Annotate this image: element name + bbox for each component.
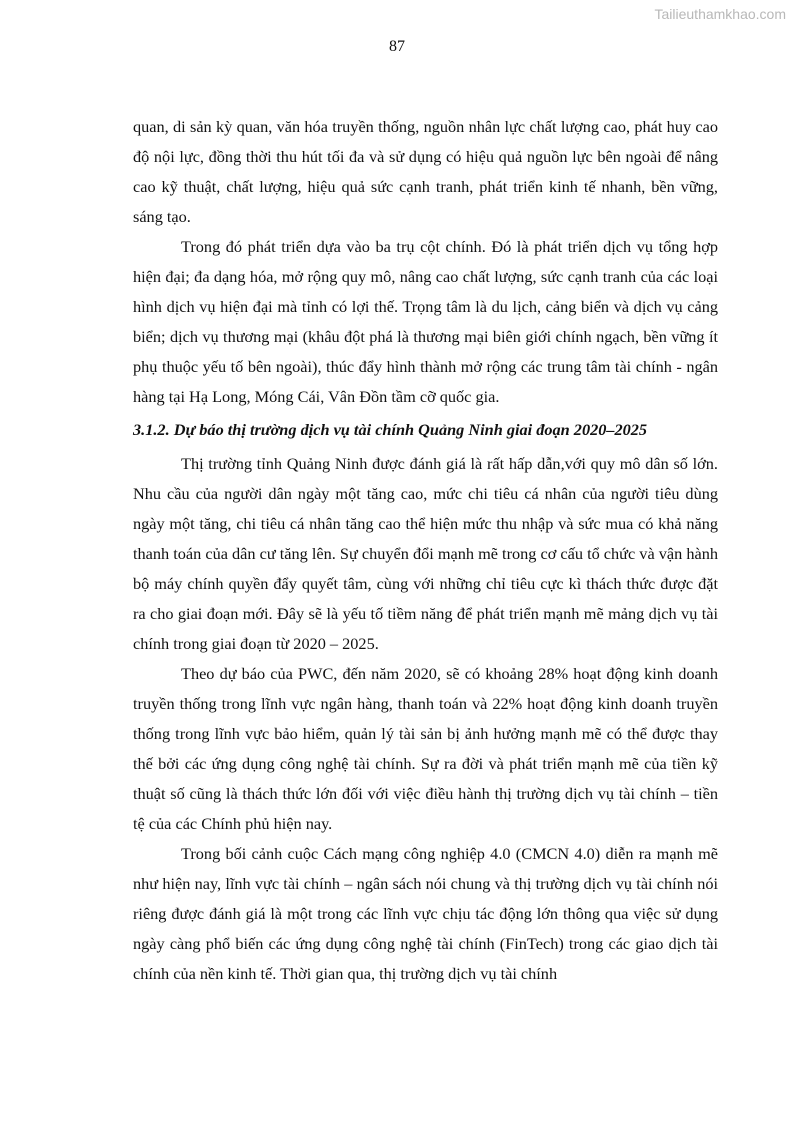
paragraph: Trong đó phát triển dựa vào ba trụ cột chính. Đó là phát triển dịch vụ tổng hợp hiện đại; đa dạng hóa, mở rộng quy mô, nâng cao chất lượng, sức cạnh tranh của các loại hình dịch vụ hiện đại mà tỉnh có lợi thế. Trọng tâm là du lịch, cảng biển và dịch vụ cảng biển; dịch vụ thương mại (khâu đột phá là thương mại biên giới chính ngạch, bền vững ít phụ thuộc yếu tố bên ngoài), thúc đẩy hình thành mở rộng các trung tâm tài chính - ngân hàng tại Hạ Long, Móng Cái, Vân Đồn tầm cỡ quốc gia.: [133, 237, 718, 406]
watermark: Tailieuthamkhao.com: [654, 6, 786, 22]
paragraph: Theo dự báo của PWC, đến năm 2020, sẽ có khoảng 28% hoạt động kinh doanh truyền thống trong lĩnh vực ngân hàng, thanh toán và 22% hoạt động kinh doanh truyền thống trong lĩnh vực bảo hiểm, quản lý tài sản bị ảnh hưởng mạnh mẽ có thể được thay thế bởi các ứng dụng công nghệ tài chính. Sự ra đời và phát triển mạnh mẽ của tiền kỹ thuật số cũng là thách thức lớn đối với việc điều hành thị trường dịch vụ tài chính – tiền tệ của các Chính phủ hiện nay.: [133, 664, 718, 833]
section-heading: 3.1.2. Dự báo thị trường dịch vụ tài chính Quảng Ninh giai đoạn 2020–2025: [133, 420, 648, 439]
document-body: [133, 112, 718, 989]
page-number: 87: [389, 38, 405, 55]
paragraph: Trong bối cảnh cuộc Cách mạng công nghiệp 4.0 (CMCN 4.0) diễn ra mạnh mẽ như hiện nay, lĩnh vực tài chính – ngân sách nói chung và thị trường dịch vụ tài chính nói riêng được đánh giá là một trong các lĩnh vực chịu tác động lớn thông qua việc sử dụng ngày càng phổ biến các ứng dụng công nghệ tài chính (FinTech) trong các giao dịch tài chính của nền kinh tế. Thời gian qua, thị trường dịch vụ tài chính: [133, 844, 718, 983]
paragraph: quan, di sản kỳ quan, văn hóa truyền thống, nguồn nhân lực chất lượng cao, phát huy cao độ nội lực, đồng thời thu hút tối đa và sử dụng có hiệu quả nguồn lực bên ngoài để nâng cao kỹ thuật, chất lượng, hiệu quả sức cạnh tranh, phát triển kinh tế nhanh, bền vững, sáng tạo.: [133, 117, 718, 226]
paragraph: Thị trường tỉnh Quảng Ninh được đánh giá là rất hấp dẫn,với quy mô dân số lớn. Nhu cầu của người dân ngày một tăng cao, mức chi tiêu cá nhân của người tiêu dùng ngày một tăng, chi tiêu cá nhân tăng cao thể hiện mức thu nhập và sức mua có khả năng thanh toán của dân cư tăng lên. Sự chuyển đổi mạnh mẽ trong cơ cấu tổ chức và vận hành bộ máy chính quyền đẩy quyết tâm, cùng với những chỉ tiêu cực kì thách thức được đặt ra cho giai đoạn mới. Đây sẽ là yếu tố tiềm năng để phát triển mạnh mẽ mảng dịch vụ tài chính trong giai đoạn từ 2020 – 2025.: [133, 454, 718, 653]
